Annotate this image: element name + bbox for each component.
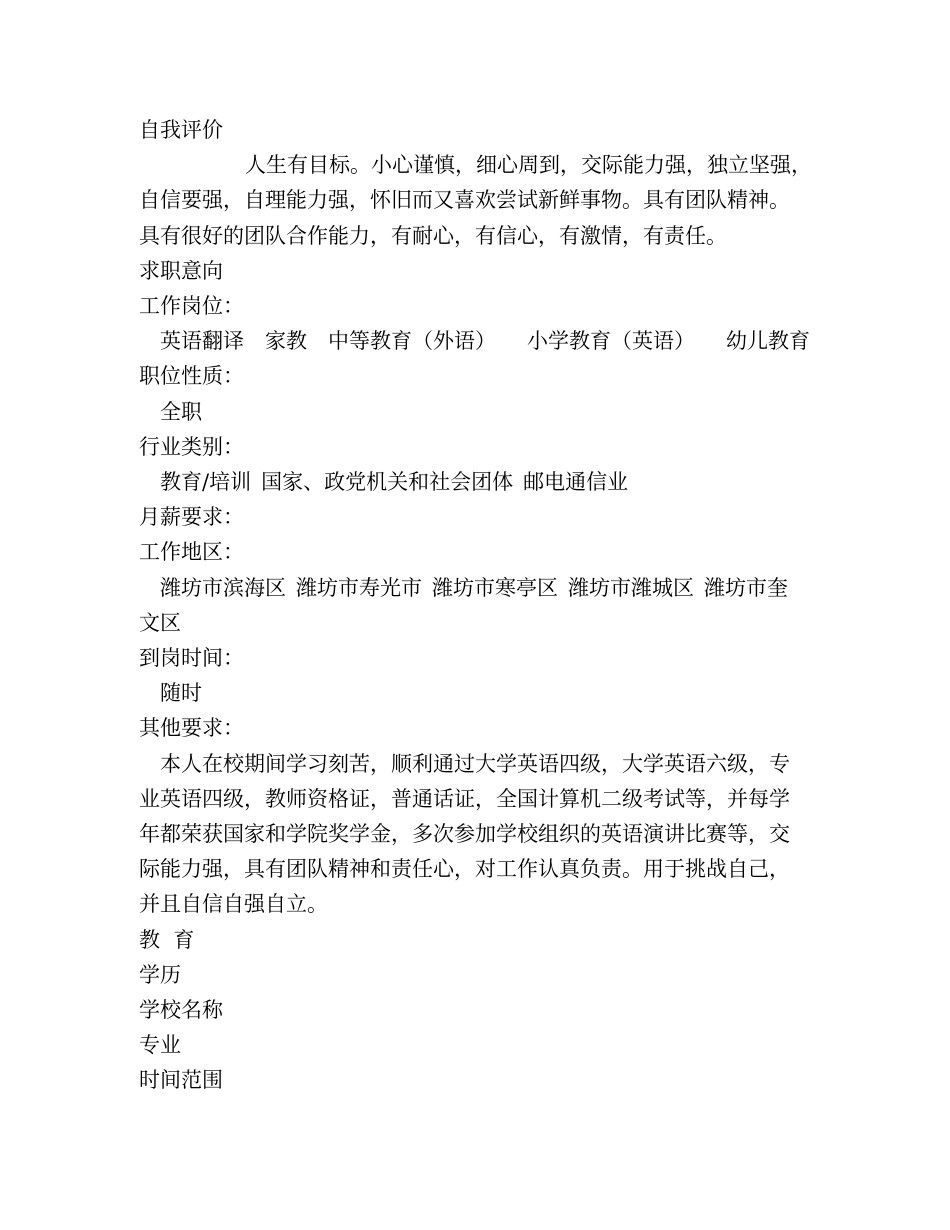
arrival-value: 随时 [160, 681, 202, 706]
position-item: 小学教育（英语） [527, 329, 695, 354]
self-eval-line: 具有很好的团队合作能力，有耐心，有信心，有激情，有责任。 [139, 223, 727, 248]
area-item: 潍坊市潍城区 [568, 575, 694, 600]
industries-row [139, 465, 819, 500]
position-item: 幼儿教育 [726, 329, 810, 354]
other-line: 并且自信自强自立。 [139, 892, 328, 917]
industry-label: 行业类别： [139, 434, 244, 459]
area-item: 潍坊市滨海区 [160, 575, 286, 600]
areas-row-continued: 文区 [139, 610, 181, 635]
industry-item: 国家、政党机关和社会团体 [261, 470, 514, 495]
area-item: 潍坊市寿光市 [296, 575, 422, 600]
self-eval-line: 自信要强，自理能力强，怀旧而又喜欢尝试新鲜事物。具有团队精神。 [139, 188, 790, 213]
education-field: 学校名称 [139, 998, 223, 1023]
arrival-label: 到岗时间： [139, 646, 244, 671]
position-item: 英语翻译 [160, 329, 244, 354]
industry-item: 邮电通信业 [523, 470, 629, 495]
education-heading: 教 育 [139, 927, 195, 952]
position-item: 中等教育（外语） [328, 329, 496, 354]
intent-heading: 求职意向 [139, 258, 223, 283]
areas-row [139, 571, 819, 606]
nature-value: 全职 [160, 399, 202, 424]
positions-row [139, 324, 819, 359]
education-field: 时间范围 [139, 1068, 223, 1093]
nature-label: 职位性质： [139, 364, 244, 389]
education-field: 学历 [139, 962, 181, 987]
area-item: 潍坊市奎 [704, 575, 788, 600]
other-line: 本人在校期间学习刻苦，顺利通过大学英语四级，大学英语六级，专 [160, 751, 790, 776]
position-label: 工作岗位： [139, 294, 244, 319]
other-label: 其他要求： [139, 716, 244, 741]
area-item: 潍坊市寒亭区 [432, 575, 558, 600]
self-eval-heading: 自我评价 [139, 118, 223, 142]
other-line: 年都荣获国家和学院奖学金，多次参加学校组织的英语演讲比赛等，交 [139, 822, 790, 847]
industry-item: 教育/培训 [160, 470, 252, 495]
resume-content [139, 113, 819, 1099]
area-label: 工作地区： [139, 540, 244, 565]
salary-label: 月薪要求： [139, 505, 244, 530]
position-item: 家教 [265, 329, 307, 354]
self-eval-line: 人生有目标。小心谨慎，细心周到，交际能力强，独立坚强， [245, 153, 812, 178]
other-line: 际能力强，具有团队精神和责任心，对工作认真负责。用于挑战自己， [139, 857, 790, 882]
education-field: 专业 [139, 1033, 181, 1058]
other-line: 业英语四级，教师资格证，普通话证，全国计算机二级考试等，并每学 [139, 786, 790, 811]
